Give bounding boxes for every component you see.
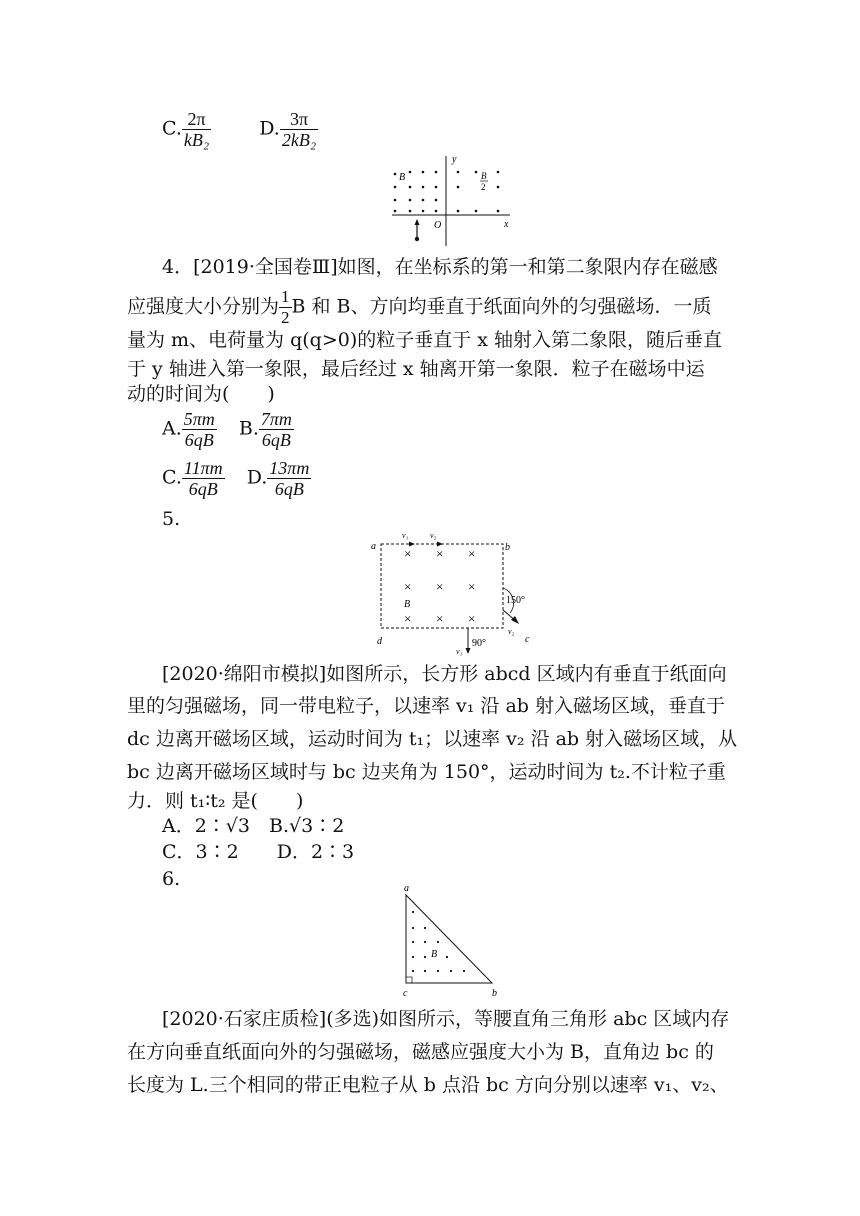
- svg-text:×: ×: [468, 611, 476, 626]
- q4-line-2-pre: 应强度大小分别为: [127, 295, 280, 318]
- q6-vertex-a: a: [404, 883, 409, 894]
- q3-option-d-denominator: 2kB₂: [281, 130, 317, 150]
- q5-v2-exit-label: v₂: [508, 627, 515, 636]
- q5-line-4: bc 边离开磁场区域时与 bc 边夹角为 150°，运动时间为 t₂.不计粒子重: [127, 761, 726, 783]
- q5-line-5: 力．则 t₁∶t₂ 是( ): [127, 790, 304, 812]
- x-axis-label: x: [504, 219, 509, 230]
- q4-option-c-denominator: 6qB: [188, 479, 218, 499]
- svg-text:×: ×: [436, 611, 444, 626]
- q3-option-c-numerator: 2π: [182, 109, 211, 130]
- q4-line-1: 4．[2019·全国卷Ⅲ]如图，在坐标系的第一和第二象限内存在磁感: [162, 256, 718, 278]
- q6-vertex-b: b: [492, 988, 497, 999]
- q5-corner-c: c: [525, 634, 530, 645]
- svg-text:×: ×: [404, 546, 412, 561]
- q3-option-c-label: C.: [162, 117, 182, 140]
- q5-field-b-label: B: [404, 599, 411, 610]
- q4-option-c-fraction: [182, 458, 225, 499]
- q5-number: 5.: [162, 508, 181, 530]
- q6-right-angle: [406, 977, 412, 983]
- q5-corner-d: d: [377, 636, 382, 647]
- q3-option-c-fraction: [182, 109, 211, 150]
- q5-v1-exit-label: v₁: [456, 647, 463, 656]
- q5-options-ab: A．2∶√3 B.√3∶2: [162, 815, 345, 837]
- q6-number: 6.: [162, 868, 181, 890]
- q4-option-d-numerator: 13πm: [269, 458, 310, 478]
- q4-option-d-fraction: [267, 458, 311, 499]
- svg-text:×: ×: [404, 611, 412, 626]
- q5-corner-b: b: [505, 542, 510, 553]
- q4-half-fraction: [279, 287, 292, 328]
- svg-text:×: ×: [436, 579, 444, 594]
- q4-line-5: 动的时间为( ): [127, 383, 275, 405]
- q4-options-cd: [162, 458, 311, 499]
- q4-line-2-post: B 和 B、方向均垂直于纸面向外的匀强磁场．一质: [291, 295, 712, 318]
- q4-option-c-label: C.: [162, 466, 182, 489]
- field-half-b-denominator: 2: [481, 182, 486, 192]
- q5-line-2: 里的匀强磁场，同一带电粒子，以速率 v₁ 沿 ab 射入磁场区域，垂直于: [127, 695, 726, 717]
- q6-line-1: [2020·石家庄质检](多选)如图所示，等腰直角三角形 abc 区域内存: [162, 1008, 730, 1030]
- q4-option-d-label: D.: [246, 466, 268, 489]
- q4-option-a-numerator: 5πm: [183, 409, 215, 429]
- q4-option-d-denominator: 6qB: [274, 479, 304, 499]
- q4-option-c-numerator: 11πm: [183, 458, 223, 478]
- q4-option-a-denominator: 6qB: [184, 430, 214, 450]
- q6-triangle: [406, 895, 492, 983]
- field-half-b-numerator: B: [481, 171, 487, 181]
- q4-line-4: 于 y 轴进入第一象限，最后经过 x 轴离开第一象限．粒子在磁场中运: [127, 358, 705, 380]
- q3-option-c-denominator: kB₂: [183, 130, 210, 150]
- q4-option-a-label: A.: [162, 417, 182, 440]
- q5-angle-90-label: 90°: [472, 638, 486, 649]
- particle: [415, 237, 419, 241]
- q5-options-cd: C．3∶2 D．2∶3: [162, 841, 355, 863]
- particle-arrowhead: [415, 219, 420, 225]
- q4-option-a-fraction: [182, 409, 217, 450]
- q5-line-1: [2020·绵阳市模拟]如图所示，长方形 abcd 区域内有垂直于纸面向: [162, 663, 727, 685]
- q5-crosses: [404, 546, 475, 626]
- q5-corner-a: a: [371, 541, 376, 552]
- q6-field-dots: [412, 911, 465, 972]
- y-axis-label: y: [452, 154, 457, 165]
- q5-angle-150-label: 150°: [506, 595, 525, 606]
- q3-option-d-numerator: 3π: [280, 109, 318, 130]
- q4-option-b-label: B.: [238, 417, 259, 440]
- q6-vertex-c: c: [403, 988, 408, 999]
- q6-field-b-label: B: [431, 949, 438, 960]
- q3-option-d-fraction: [280, 109, 318, 150]
- q4-half-denominator: 2: [281, 308, 290, 327]
- svg-text:×: ×: [404, 579, 412, 594]
- q5-exit-v1-arrow: [466, 648, 471, 654]
- q4-line-2: [127, 287, 712, 328]
- q6-line-3: 长度为 L.三个相同的带正电粒子从 b 点沿 bc 方向分别以速率 v₁、v₂、: [127, 1074, 729, 1096]
- q6-line-2: 在方向垂直纸面向外的匀强磁场，磁感应强度大小为 B，直角边 bc 的: [127, 1041, 714, 1063]
- q4-options-ab: [162, 409, 294, 450]
- origin-label: O: [434, 220, 442, 231]
- q5-figure: [368, 528, 538, 656]
- svg-text:×: ×: [468, 546, 476, 561]
- q6-figure: [396, 880, 506, 1000]
- field-b-label: B: [399, 172, 406, 183]
- q4-half-numerator: 1: [281, 287, 290, 306]
- q4-figure: [388, 152, 518, 248]
- q5-v2-top-label: v₂: [430, 531, 437, 540]
- q5-line-3: dc 边离开磁场区域，运动时间为 t₁；以速率 v₂ 沿 ab 射入磁场区域，从: [127, 728, 738, 750]
- svg-text:×: ×: [468, 579, 476, 594]
- q4-line-3: 量为 m、电荷量为 q(q>0)的粒子垂直于 x 轴射入第二象限，随后垂直: [127, 329, 723, 351]
- q3-option-d-label: D.: [259, 117, 280, 140]
- q3-options: [162, 109, 318, 150]
- q4-option-b-denominator: 6qB: [261, 430, 291, 450]
- q5-v1-top-label: v₁: [402, 531, 409, 540]
- svg-text:×: ×: [436, 546, 444, 561]
- q4-option-b-numerator: 7πm: [260, 409, 292, 429]
- q4-option-b-fraction: [259, 409, 294, 450]
